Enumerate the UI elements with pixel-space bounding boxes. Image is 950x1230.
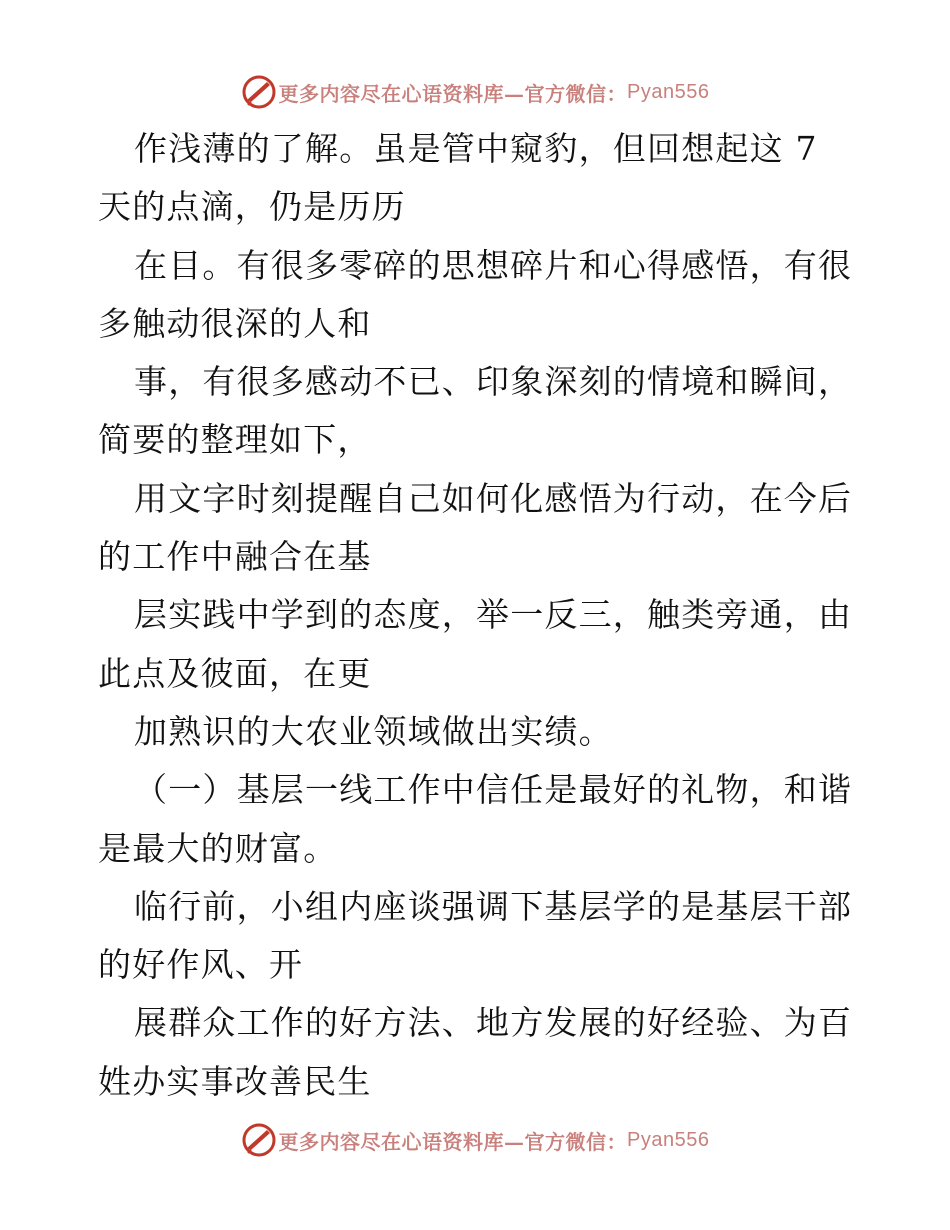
text-line: 天的点滴，仍是历历 <box>98 187 406 227</box>
watermark-wechat-id: Pyan556 <box>627 80 710 103</box>
text-line: 在目。有很多零碎的思想碎片和心得感悟，有很 <box>134 245 853 285</box>
quill-logo-icon <box>241 74 277 110</box>
text-line: 是最大的财富。 <box>98 828 338 868</box>
text-line: 的好作风、开 <box>98 945 304 985</box>
text-line: 此点及彼面，在更 <box>98 653 372 693</box>
header-watermark <box>0 72 950 112</box>
text-line: （一）基层一线工作中信任是最好的礼物，和谐 <box>134 770 853 810</box>
text-line: 作浅薄的了解。虽是管中窥豹，但回想起这 7 <box>134 129 818 168</box>
footer-watermark <box>0 1120 950 1160</box>
text-line: 展群众工作的好方法、地方发展的好经验、为百 <box>134 1003 853 1043</box>
document-body <box>98 120 858 1111</box>
text-line: 简要的整理如下， <box>98 420 372 460</box>
text-line: 姓办实事改善民生 <box>98 1061 372 1101</box>
watermark-wechat-id: Pyan556 <box>627 1128 710 1151</box>
text-line: 多触动很深的人和 <box>98 303 372 343</box>
text-line: 层实践中学到的态度，举一反三，触类旁通，由 <box>134 595 853 635</box>
text-line: 事，有很多感动不已、印象深刻的情境和瞬间， <box>134 362 853 402</box>
text-line: 用文字时刻提醒自己如何化感悟为行动，在今后 <box>134 478 853 518</box>
quill-logo-icon <box>241 1122 277 1158</box>
text-line: 临行前，小组内座谈强调下基层学的是基层干部 <box>134 886 853 926</box>
text-line: 加熟识的大农业领域做出实绩。 <box>134 711 613 751</box>
text-line: 的工作中融合在基 <box>98 537 372 577</box>
watermark-text: 更多内容尽在心语资料库—官方微信： <box>278 81 628 106</box>
watermark-text: 更多内容尽在心语资料库—官方微信： <box>278 1129 628 1154</box>
